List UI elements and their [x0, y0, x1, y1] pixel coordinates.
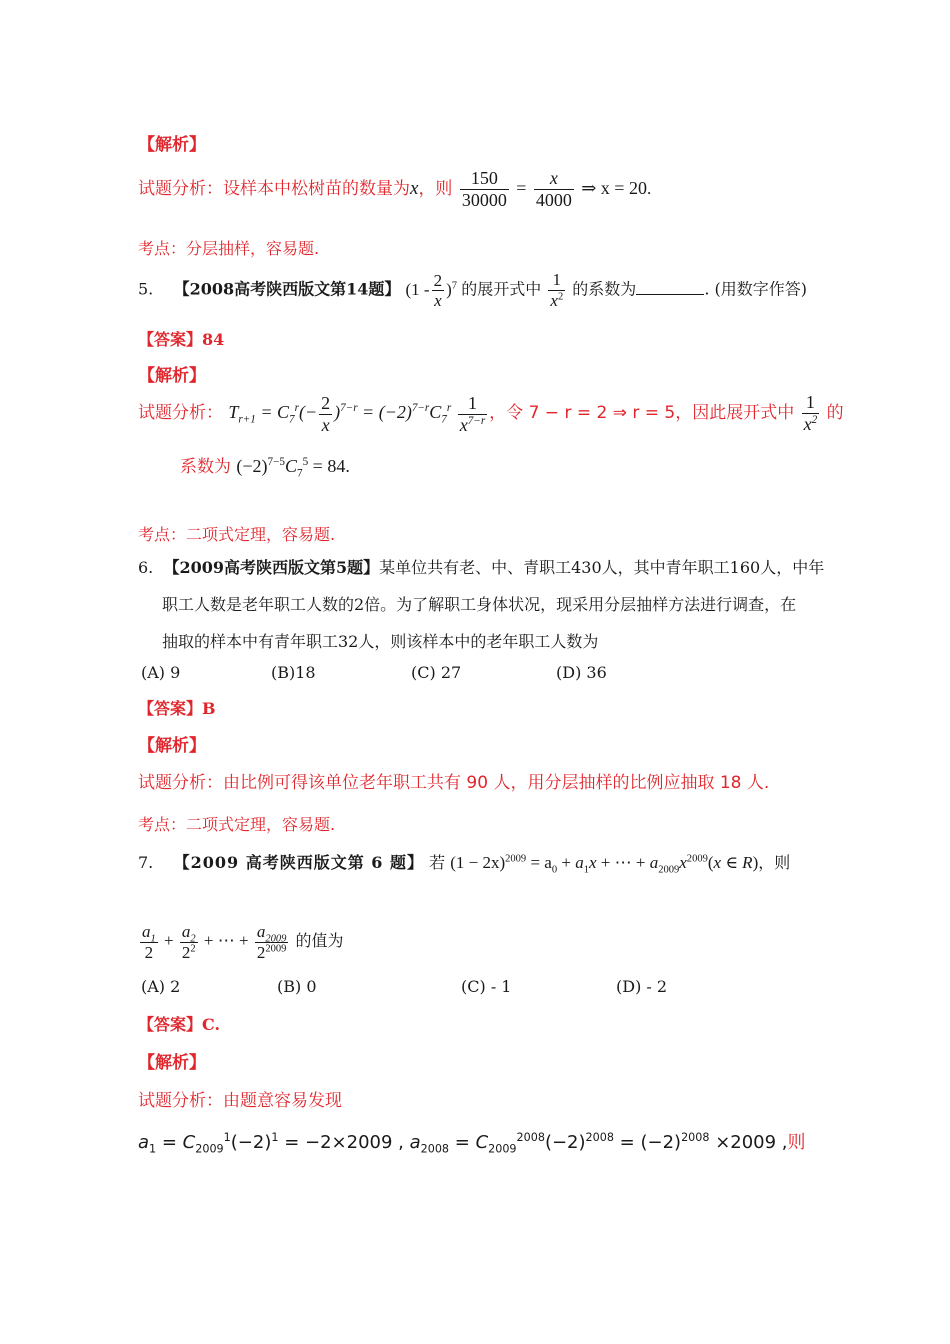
q5-t-symbol: T [228, 402, 239, 423]
q5-frac-den-wrap [548, 290, 565, 311]
q5-line1-tail: 的 [826, 403, 844, 424]
q4-period: . [646, 179, 652, 199]
q4-var-x: x [410, 178, 419, 200]
q4-fraction-2 [534, 168, 574, 210]
q6-analysis: 试题分析：由比例可得该单位老年职工共有 90 人，用分层抽样的比例应抽取 18 人. [138, 773, 770, 793]
q7-last-then: 则 [787, 1132, 806, 1153]
q6-option-a: (A) 9 [141, 663, 181, 682]
q5-kaodian: 考点：二项式定理，容易题. [138, 525, 336, 544]
q6-stem-line2: 职工人数是老年职工人数的2倍。为了解职工身体状况，现采用分层抽样方法进行调查，在 [162, 595, 797, 614]
q4-analysis-line [138, 168, 651, 210]
q6-analysis-header: 【解析】 [138, 736, 206, 756]
q5-number: 5. [138, 279, 154, 299]
q5-line1-fraction: $\frac{1}{x^2}$ [803, 392, 818, 434]
q7-option-b: (B) 0 [277, 977, 317, 996]
q5-frac-num: 1 [552, 270, 562, 289]
q5-stem [138, 270, 807, 311]
q7-sum-formula: $\frac{a_1}{2}$ + $\frac{a_2}{2^2}$ + ⋯ + $\frac{a_{2009}}{2^{2009}}$ [142, 922, 287, 962]
q7-if-word: 若 [429, 853, 446, 872]
q7-analysis-formula: $a_1 = C_{2009}^1(-2)^1 = -2\times 2009$ , $a_{2008} = C_{2009}^{2008}(-2)^{2008} = (-2)^{2008} \times 2009$ ,则 [138, 1131, 806, 1156]
q5-hint: . (用数字作答) [704, 279, 807, 299]
q7-option-a: (A) 2 [141, 977, 181, 996]
q4-fraction-1 [460, 168, 509, 210]
q5-line2-base: (−2) [236, 456, 268, 476]
q5-line1-rest: ，令 7 − r = 2 ⇒ r = 5，因此展开式中 [489, 403, 795, 424]
q5-expr-close: ) [446, 279, 452, 299]
q5-expr-exp: 7 [451, 279, 458, 291]
q5-tail-text: 的系数为 [572, 279, 637, 299]
q4-result: ⇒ x = 20 [581, 178, 647, 199]
q5-source: 【2008高考陕西版文第14题】 [173, 279, 401, 299]
q5-analysis-header: 【解析】 [138, 366, 206, 386]
q5-mid-text: 的展开式中 [461, 279, 542, 299]
q5-line2-result: = 84 [312, 456, 346, 476]
q5-expr-num: 2 [433, 270, 443, 290]
analysis-header-4: 【解析】 [138, 135, 206, 155]
q7-number: 7. [138, 853, 154, 872]
q4-analysis-prefix: 试题分析：设样本中松树苗的数量为 [138, 179, 410, 200]
q5-answer-text: 【答案】84 [138, 330, 225, 349]
q5-analysis-line2 [180, 452, 350, 480]
q4-then: ，则 [418, 179, 453, 200]
q6-source: 【2009高考陕西版文第5题】 [163, 558, 380, 577]
q7-source: 【2009 高考陕西版文第 6 题】 [173, 853, 424, 872]
q7-stem-line2 [138, 922, 343, 962]
q4-frac1-den: 30000 [461, 189, 507, 210]
q7-then-word: ，则 [758, 853, 791, 872]
q7-lhs: (1 − 2x) [450, 853, 506, 872]
q4-frac2-den: 4000 [535, 189, 572, 210]
q7-answer: 【答案】C. [138, 1015, 221, 1034]
q5-expr-open: (1 - [405, 279, 430, 299]
q4-kaodian: 考点：分层抽样，容易题. [138, 239, 320, 258]
q7-analysis: 试题分析：由题意容易发现 [138, 1091, 342, 1111]
q7-stem-formula: $(1 - 2x)^{2009} = a_0 + a_1x$ + ⋯ + $a_{2009}x^{2009}(x$ ∈ R) [450, 853, 759, 876]
q7-value-text: 的值为 [295, 930, 344, 950]
q6-option-b: (B)18 [271, 663, 316, 682]
q6-option-d: (D) 36 [556, 663, 607, 682]
q5-answer-blank [636, 280, 704, 295]
q5-frac-den-exp: 2 [557, 290, 564, 302]
q5-line2-prefix: 系数为 [180, 457, 231, 477]
q6-kaodian: 考点：二项式定理，容易题. [138, 815, 336, 834]
q5-line1-prefix: 试题分析： [138, 403, 223, 424]
q6-option-c: (C) 27 [411, 663, 462, 682]
q5-analysis-line1 [138, 392, 844, 435]
q5-fraction [548, 270, 565, 310]
q5-expression [405, 270, 462, 311]
q5-frac-den: x [550, 290, 558, 310]
q7-analysis-header: 【解析】 [138, 1053, 206, 1073]
q6-stem-line1 [138, 555, 824, 578]
q6-stem-text1: 某单位共有老、中、青职工430人，其中青年职工160人，中年 [379, 558, 825, 577]
q4-equals: = [516, 178, 527, 199]
q5-answer [138, 327, 224, 350]
q7-option-d: (D) - 2 [616, 977, 668, 996]
q4-frac2-num: x [549, 168, 558, 188]
q7-rhs: = a [530, 853, 552, 872]
q6-stem-line3: 抽取的样本中有青年职工32人，则该样本中的老年职工人数为 [162, 632, 599, 651]
q7-option-c: (C) - 1 [461, 977, 512, 996]
q7-stem-line1 [138, 850, 791, 876]
q4-frac1-num: 150 [470, 168, 498, 188]
q5-expr-fraction [432, 271, 445, 311]
q5-line2-formula: $(-2)^{7-5}C_7^5 = 84$. [236, 456, 350, 480]
q5-expr-den: x [432, 290, 445, 311]
q5-line1-formula: $T_{r+1} = C_7^r(-$ $\frac{2}{x}$ )$^{7-r} = (-2)^{7-r}C_7^r$ $\frac{1}{x^{7-r}}$ [228, 392, 486, 435]
q6-answer: 【答案】B [138, 699, 216, 718]
q6-number: 6. [138, 558, 154, 577]
